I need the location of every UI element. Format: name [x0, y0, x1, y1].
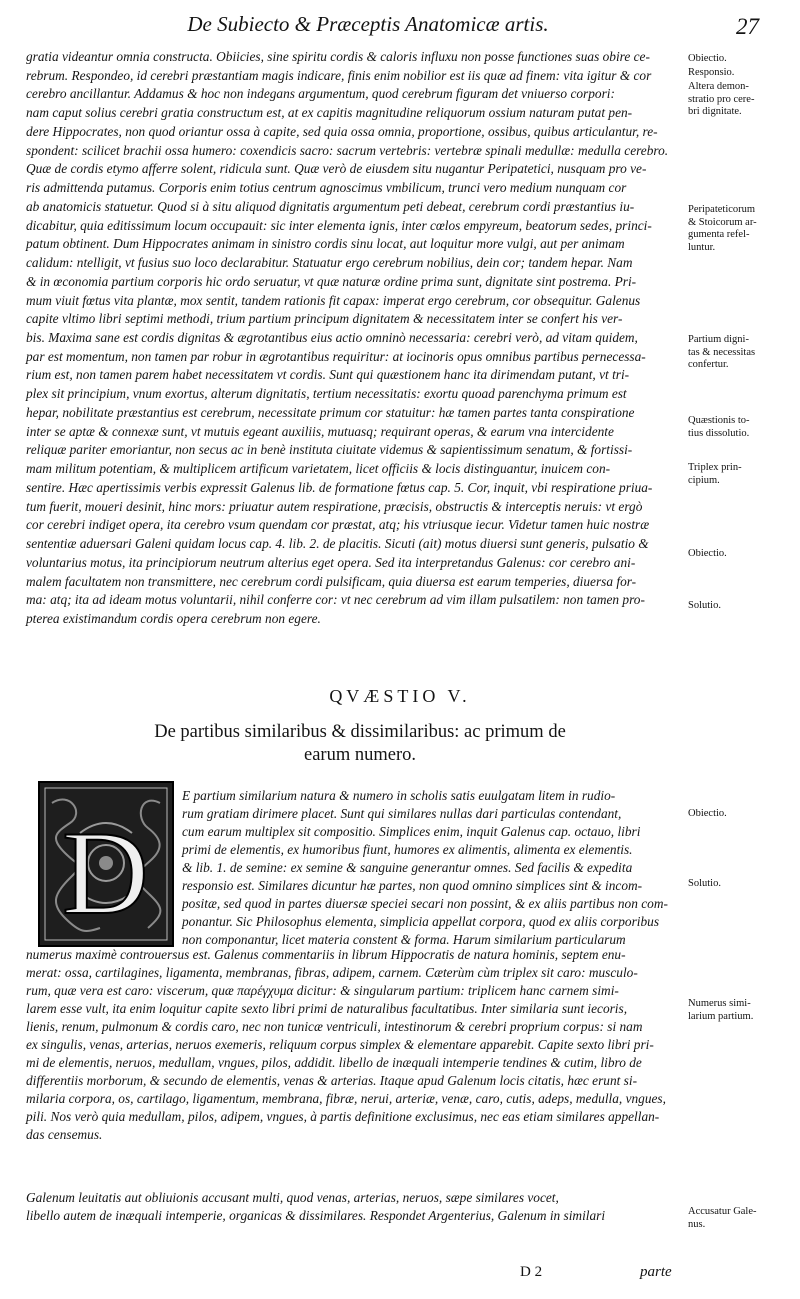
text-line: numerus maximè controuersus est. Galenus commentariis in librum Hippocratis de natura hominis, septem enu- — [26, 947, 626, 962]
text-line: Quæ de cordis etymo afferre solent, ridicula sunt. Quæ verò de eiusdem situ nugantur Peripatetici, nusquam pro ve- — [26, 161, 647, 177]
text-line: dicabitur, quia editissimum locum occupauit: sic inter elementa ignis, inter cœlos empyreum, beatorum sedes, princi- — [26, 217, 652, 233]
signature-mark: D 2 — [520, 1264, 543, 1280]
margin-note-line: stratio pro cere- — [688, 93, 755, 105]
page-number: 27 — [736, 14, 759, 39]
paragraph — [26, 946, 684, 1144]
text-line: primi de elementis, ex humoribus fiunt, humores ex alimentis, alimenta ex elementis. — [182, 842, 633, 857]
text-line: dere Hippocrates, non quod oriantur ossa à capite, sed quia ossa omnia, proportione, ossibus, quibus articulantur, re- — [26, 123, 658, 139]
text-line: sententiæ aduersari Galeni quidam locus cap. 4. lib. 2. de placitis. Sicuti (ait) motus diuersi sunt generis, pulsatio & — [26, 536, 649, 552]
text-line: plex sit principium, vnum exortus, alterum dignitatis, tertium necessitatis: exortu quoad parenchyma primum est — [26, 386, 627, 402]
margin-note-line: cipium. — [688, 474, 720, 486]
margin-note — [688, 462, 798, 487]
question-title: QVÆSTIO V. — [329, 686, 471, 706]
text-line: calidum: ntelligit, vt fusius suo loco declarabitur. Statuatur ergo cerebrum nobilius, dein cor; tandem hepar. Nam — [26, 255, 633, 271]
margin-note — [688, 548, 798, 561]
text-line: sentire. Hæc apertissimis verbis expressit Galenus lib. de formatione fœtus cap. 5. Cor, inquit, vbi respiratione priua- — [26, 479, 653, 495]
paragraph-continuation — [26, 48, 684, 629]
text-line: hepar, nobilitate præstantius est cerebrum, necessitate primum cor statuitur: hæ tamen partes tanta conspiratione — [26, 404, 635, 420]
text-line: rium est, non tamen parem habet necessitatem vt cordis. Sunt qui quæstionem hanc ita dirimendam putant, vt tri- — [26, 367, 630, 383]
margin-note — [688, 998, 798, 1023]
margin-note — [688, 808, 798, 821]
chapter-heading-line: earum numero. — [304, 744, 416, 765]
margin-note — [688, 204, 798, 254]
text-line: pili. Nos verò quia medullam, pilos, adipem, vngues, à partis definitione exclusimus, nec eas etiam similares appellan- — [26, 1109, 660, 1124]
margin-note — [688, 53, 798, 66]
text-line: E partium similarium natura & numero in scholis satis euulgatam litem in rudio- — [182, 788, 616, 803]
paragraph — [26, 1189, 684, 1225]
text-line: ponantur. Sic Philosophus elementa, simplicia appellat corpora, quod ex aliis corporibus — [182, 914, 660, 929]
text-line: milaria corpora, os, cartilago, ligamentum, membrana, fibræ, nerui, arteriæ, venæ, caro, cutis, adeps, medulla, vngues, — [26, 1091, 666, 1106]
text-line: voluntarius motus, ita principiorum neutrum alterius eget opera. Sed ita interpretandus Galenus: cor cerebro ani- — [26, 554, 636, 570]
margin-note-line: Partium digni- — [688, 334, 749, 345]
margin-note-line: gumenta refel- — [688, 229, 750, 241]
text-line: ex singulis, venas, arterias, neruos exemeris, reliquum corpus simplex & elementare apparebit. Capite sexto libri pri- — [26, 1037, 654, 1052]
text-line: bis. Maxima sane est cordis dignitas & ægrotantibus eius actio omninò necessaria: cerebri verò, ad vitam quidem, — [26, 330, 638, 346]
text-line: tum fuerit, moueri desinit, hinc mors: priuatur autem respiratione, præcisis, obstructis & interceptis neruis: vt ergò — [26, 498, 643, 514]
margin-note — [688, 600, 798, 613]
text-line: cum earum multiplex sit compositio. Simplices enim, inquit Galenus cap. octauo, libri — [182, 824, 641, 839]
margin-note-line: bri dignitate. — [688, 106, 742, 118]
text-line: merat: ossa, cartilagines, ligamenta, membranas, fibras, adipem, carnem. Cæterùm cùm triplex sit caro: musculo- — [26, 965, 638, 980]
margin-note — [688, 67, 798, 80]
text-line: mam militum potentiam, & multiplicem artificum varietatem, licet officiis & locis distinguantur, inuicem con- — [26, 461, 611, 477]
margin-note-line: confertur. — [688, 359, 729, 371]
margin-note-line: Numerus simi- — [688, 998, 751, 1009]
margin-note-line: Solutio. — [688, 878, 721, 889]
margin-note — [688, 334, 798, 372]
text-line: patum obtinent. Dum Hippocrates animam in sinistro cordis sinu locat, aut loquitur more vulgi, aut per animam — [26, 236, 625, 252]
margin-note-line: Responsio. — [688, 67, 735, 78]
margin-note-line: nus. — [688, 1218, 706, 1230]
text-line: das censemus. — [26, 1127, 103, 1142]
text-line: responsio est. Similares dicuntur hæ partes, non quod omnino simplices sint & incom- — [182, 878, 643, 893]
margin-note-line: Accusatur Gale- — [688, 1206, 757, 1217]
text-line: cerebro ancillantur. Addamus & hoc non indegans argumentum, quod cerebrum figuram det vniuerso corpori: — [26, 86, 615, 102]
chapter-heading — [80, 721, 640, 766]
margin-note-line: larium partium. — [688, 1010, 754, 1022]
text-line: ris admittenda putamus. Corporis enim totius centrum agnoscimus vmbilicum, trunci vero medium nunquam cor — [26, 180, 627, 196]
text-line: inter se aptæ & connexæ sunt, vt mutuis egeant auxiliis, mutuasq; requirant operas, & earum vna intercidente — [26, 423, 614, 439]
text-line: Galenum leuitatis aut obliuionis accusant multi, quod venas, arterias, neruos, sæpe similares vocet, — [26, 1190, 559, 1205]
text-line: ab anatomicis statuetur. Quod si à situ aliquod dignitatis argumentum peti debeat, cerebrum cordi præstantius iu- — [26, 198, 635, 214]
text-line: spondent: scilicet brachii ossa humero: coxendicis sacro: sacrum vertebris: vertebræ spinali medullæ: medulla cerebro. — [26, 142, 669, 158]
margin-note — [688, 415, 798, 440]
chapter-heading-line: De partibus similaribus & dissimilaribus: ac primum de — [154, 722, 566, 742]
text-line: nam caput solius cerebri gratia constructum est, at ex capitis magnitudine reliquorum ossium naturam putat pen- — [26, 105, 633, 121]
text-line: & lib. 1. de semine: ex semine & sanguine generantur omnes. Sed facilis & expedita — [182, 860, 633, 875]
text-line: mum viuit fœtus vita plantæ, mox sentit, tandem rationis fit capax: imperat ergo cerebrum, cor obsequitur. Galenus — [26, 292, 641, 308]
drop-cap-letter: D — [62, 806, 149, 939]
text-line: par est momentum, non tamen par robur in ægrotantibus requiritur: at iocinoris opus omnibus partibus pernecessa- — [26, 348, 646, 364]
text-line: mi de elementis, neruos, medullam, vngues, pilos, addidit. libello de inæquali intemperie tendines & cutim, libro de — [26, 1055, 642, 1070]
text-line: positæ, sed quod in partes diuersæ speciei secari non possint, & ex aliis partibus non com- — [182, 896, 668, 911]
text-line: differentiis morborum, & secundo de elementis, venas & arterias. Itaque apud Galenum locis citatis, hæc erunt si- — [26, 1073, 638, 1088]
margin-note-line: Obiectio. — [688, 53, 727, 64]
text-line: rum, quæ vera est caro: viscerum, quæ παρέγχυμα dicitur: & singularum partium: triplicem hanc carnem simi- — [26, 983, 619, 998]
margin-note-line: tius dissolutio. — [688, 427, 750, 439]
margin-note — [688, 878, 798, 891]
margin-note-line: Obiectio. — [688, 548, 727, 559]
text-line: malem facultatem non transmittere, nec cerebrum cordi pulsificam, quia diuersa est earum temperies, diuersa for- — [26, 573, 637, 589]
text-line: rebrum. Respondeo, id cerebri præstantiam magis indicare, finis enim nobilior est iis quæ ad finem: vita igitur & cor — [26, 67, 652, 83]
margin-note-line: Solutio. — [688, 600, 721, 611]
margin-note-line: tas & necessitas — [688, 346, 756, 358]
running-header: De Subiecto & Præceptis Anatomicæ artis. — [187, 12, 549, 36]
margin-note-line: Altera demon- — [688, 81, 749, 92]
text-line: cor cerebri indiget opera, ita cerebro vsum quendam cor præstat, atq; his vtriusque iecur. Videtur tamen huic nostræ — [26, 517, 650, 533]
decorated-initial — [38, 781, 174, 947]
ornament-icon — [40, 783, 172, 945]
margin-note-line: Quæstionis to- — [688, 415, 750, 426]
text-line: larem esse vult, ita enim loquitur capite sexto libri primi de naturalibus facultatibus. Inter similaria sunt iecoris, — [26, 1001, 628, 1016]
text-line: & in œconomia partium corporis hic ordo seruatur, vt quæ naturæ ordine prima sunt, dignitate sint postrema. Pri- — [26, 273, 637, 289]
margin-note-line: Peripateticorum — [688, 204, 756, 215]
text-line: reliquæ pariter emoriantur, non secus ac in benè instituta ciuitate videmus & sapientissimum senatum, & fortissi- — [26, 442, 633, 458]
catchword: parte — [640, 1264, 672, 1280]
margin-note — [688, 1206, 798, 1231]
text-line: capite vltimo libri septimi methodi, trium partium principum dignitatem & necessitatem inter se confert his ver- — [26, 311, 623, 327]
paragraph-opening — [182, 787, 702, 949]
text-line: libello autem de inæquali intemperie, organicas & dissimilares. Respondet Argenterius, Galenum in similari — [26, 1208, 606, 1223]
text-line: lienis, renum, pulmonum & cordis caro, nec non tunicæ ventriculi, intestinorum & cerebri proprium corpus: si nam — [26, 1019, 643, 1034]
text-line: non componantur, licet materia constent & forma. Harum similarium particularum — [182, 932, 626, 947]
text-line: ma: atq; ita ad ideam motus voluntarii, nihil conferre cor: vt nec cerebrum ad vim illam pulsatilem: non tamen pro- — [26, 592, 645, 608]
text-line: rum gratiam dirimere placet. Sunt qui similares nullas dari particulas contendant, — [182, 806, 622, 821]
margin-note-line: & Stoicorum ar- — [688, 216, 757, 228]
margin-note-line: Triplex prin- — [688, 462, 742, 473]
margin-note — [688, 81, 798, 119]
text-line: gratia videantur omnia constructa. Obiicies, sine spiritu cordis & caloris influxu non posse functiones suas obire ce- — [26, 49, 650, 64]
margin-note-line: Obiectio. — [688, 808, 727, 819]
text-line: pterea existimandum cordis opera cerebrum non egere. — [26, 611, 321, 627]
margin-note-line: luntur. — [688, 241, 716, 253]
